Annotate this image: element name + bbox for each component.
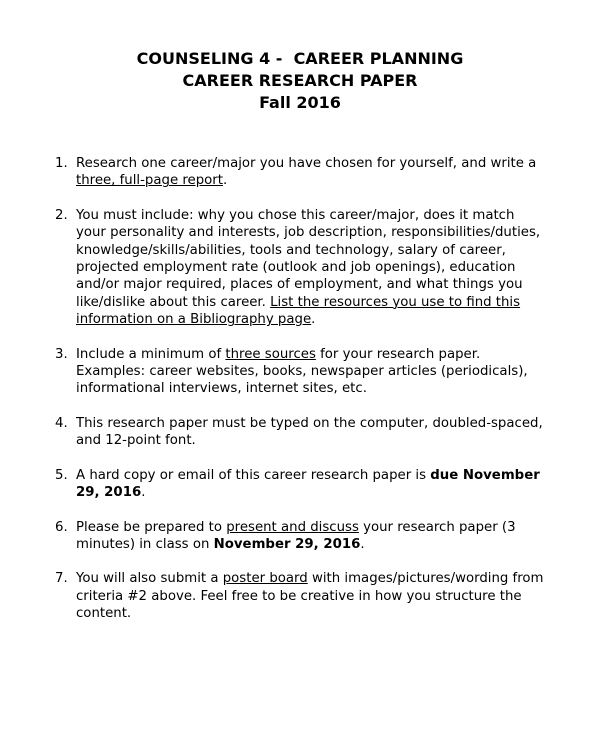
underlined-text: present and discuss <box>226 519 359 535</box>
text-segment: and 12-point font. <box>76 433 196 449</box>
text-segment: A hard copy or email of this career research paper is <box>76 467 431 483</box>
text-segment: minutes) in class on <box>76 536 214 552</box>
list-item-number: 2. <box>55 207 68 223</box>
list-item-line <box>76 415 560 432</box>
text-segment: your personality and interests, job description, responsibilities/duties, <box>76 225 541 241</box>
list-item-line <box>76 259 560 276</box>
list-item-line <box>76 294 560 311</box>
text-segment: . <box>311 312 316 328</box>
paper-title: CAREER RESEARCH PAPER <box>182 71 418 90</box>
text-segment: This research paper must be typed on the computer, doubled-spaced, <box>76 415 543 431</box>
list-item-line <box>76 588 560 605</box>
text-segment: content. <box>76 606 132 622</box>
list-item-line <box>76 519 560 536</box>
term-title: Fall 2016 <box>259 93 341 112</box>
text-segment: for your research paper. <box>315 346 481 362</box>
list-item-line <box>76 605 560 622</box>
list-item-number: 5. <box>55 467 68 483</box>
text-segment: projected employment rate (outlook and job openings), education <box>76 260 516 276</box>
underlined-text: information on a Bibliography page <box>76 312 312 328</box>
list-item-line <box>76 346 560 363</box>
list-item-number: 3. <box>55 346 68 362</box>
text-segment: . <box>141 485 146 501</box>
text-segment: Please be prepared to <box>76 519 227 535</box>
instruction-list <box>55 155 560 640</box>
list-item-line <box>76 155 560 172</box>
list-item-number: 7. <box>55 571 68 587</box>
list-item-line <box>76 484 560 501</box>
list-item-number: 4. <box>55 415 68 431</box>
list-item <box>55 346 560 398</box>
underlined-text: three sources <box>225 346 316 362</box>
bold-text: due November <box>430 467 540 483</box>
list-item <box>55 155 560 190</box>
underlined-text: three, full-page report <box>76 173 223 189</box>
course-title: COUNSELING 4 - CAREER PLANNING <box>136 49 464 68</box>
text-segment: criteria #2 above. Feel free to be creative in how you structure the <box>76 588 522 604</box>
underlined-text: poster board <box>222 571 308 587</box>
list-item <box>55 415 560 450</box>
text-segment: . <box>360 536 365 552</box>
text-segment: like/dislike about this career. <box>76 294 271 310</box>
list-item-line <box>76 363 560 380</box>
text-segment: informational interviews, internet sites, etc. <box>76 381 367 397</box>
underlined-text: List the resources you use to find this <box>270 294 521 310</box>
list-item-line <box>76 224 560 241</box>
text-segment: knowledge/skills/abilities, tools and technology, salary of career, <box>76 242 506 258</box>
list-item-line <box>76 570 560 587</box>
list-item-line <box>76 276 560 293</box>
document-title <box>0 48 600 114</box>
list-item-line <box>76 172 560 189</box>
text-segment: You will also submit a <box>76 571 223 587</box>
text-segment: . <box>222 173 228 189</box>
list-item-number: 6. <box>55 519 68 535</box>
text-segment: your research paper (3 <box>358 519 516 535</box>
text-segment: with images/pictures/wording from <box>307 571 544 587</box>
list-item-line <box>76 380 560 397</box>
list-item <box>55 467 560 502</box>
text-segment: Research one career/major you have chosen for yourself, and write a <box>76 156 537 171</box>
list-item-line <box>76 432 560 449</box>
text-segment: and/or major required, places of employment, and what things you <box>76 277 523 293</box>
bold-text: November 29, 2016 <box>213 536 361 552</box>
list-item <box>55 207 560 329</box>
list-item-line <box>76 207 560 224</box>
list-item-line <box>76 242 560 259</box>
list-item <box>55 570 560 622</box>
bold-text: 29, 2016 <box>76 485 142 501</box>
text-segment: Examples: career websites, books, newspaper articles (periodicals), <box>76 364 528 380</box>
text-segment: Include a minimum of <box>76 346 226 362</box>
list-item-line <box>76 536 560 553</box>
list-item-line <box>76 311 560 328</box>
text-segment: You must include: why you chose this career/major, does it match <box>76 207 515 223</box>
list-item-line <box>76 467 560 484</box>
list-item-number: 1. <box>55 156 68 171</box>
list-item <box>55 519 560 554</box>
